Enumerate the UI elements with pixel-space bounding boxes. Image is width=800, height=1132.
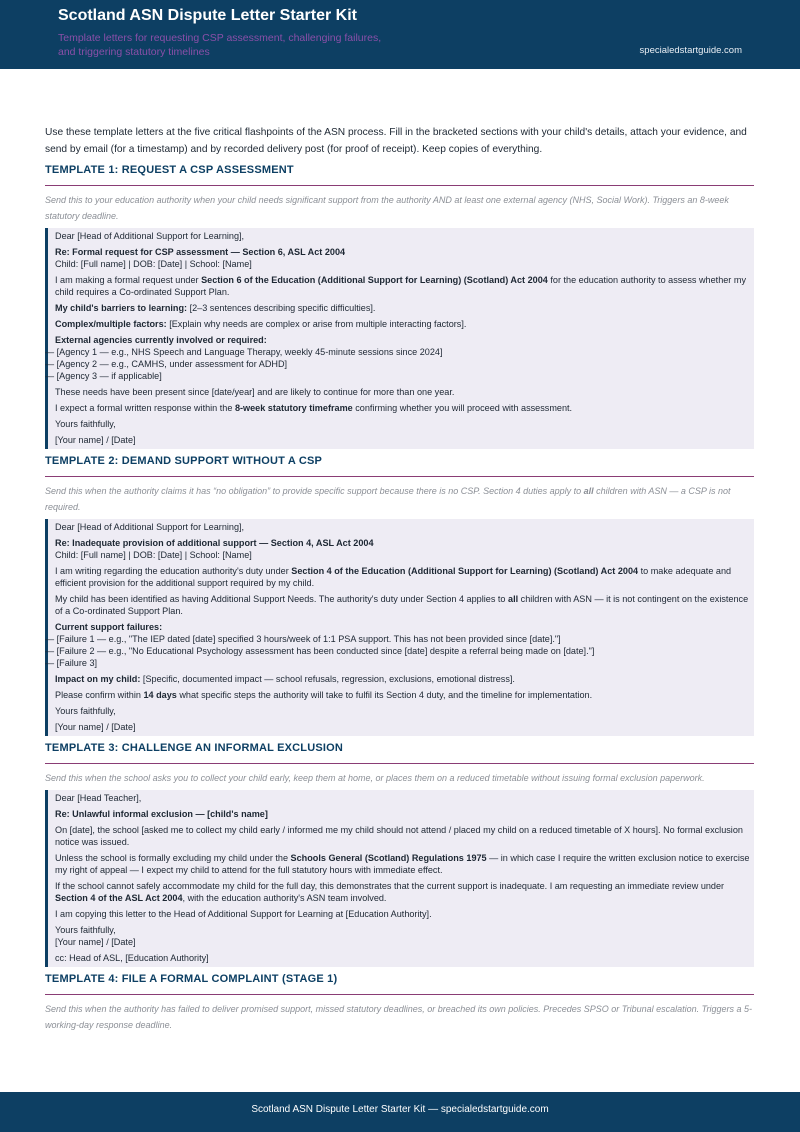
letter-paragraph: I am writing regarding the education authority's duty under Section 4 of the Education (Additional Support for Learning) (Scotland) Act 2004 to make adequate and efficient provision for the additional support required by my child.: [55, 566, 732, 588]
letter-agency-item: — [Agency 3 — if applicable]: [45, 371, 162, 381]
letter-signature: [Your name] / [Date]: [55, 722, 136, 732]
page-footer: Scotland ASN Dispute Letter Starter Kit — specialedstartguide.com: [0, 1092, 800, 1132]
template-4-heading: TEMPLATE 4: FILE A FORMAL COMPLAINT (STAGE 1): [45, 973, 754, 995]
letter-re-line: Re: Inadequate provision of additional support — Section 4, ASL Act 2004: [55, 538, 374, 548]
letter-paragraph: I am making a formal request under Section 6 of the Education (Additional Support for Learning) (Scotland) Act 2004 for the education authority to assess whether my child requires a Co-ordinated Support Plan.: [55, 275, 746, 297]
letter-closing: Yours faithfully,: [55, 419, 116, 429]
letter-paragraph: My child has been identified as having Additional Support Needs. The authority's duty under Section 4 applies to all children with ASN — it is not contingent on the existence of a Co-ordinated Support Plan.: [55, 594, 749, 616]
intro-paragraph: Use these template letters at the five critical flashpoints of the ASN process. Fill in the bracketed sections with your child's details, attach your evidence, and send by email (for a timestamp) and by recorded delivery post (for proof of receipt). Keep copies of everything.: [45, 127, 747, 155]
letter-impact: Impact on my child: [Specific, documented impact — school refusals, regression, exclusions, emotional distress].: [55, 674, 515, 684]
template-1-heading: TEMPLATE 1: REQUEST A CSP ASSESSMENT: [45, 164, 754, 186]
letter-paragraph: Please confirm within 14 days what specific steps the authority will take to fulfil its Section 4 duty, and the timeline for implementation.: [55, 690, 593, 700]
letter-salutation: Dear [Head of Additional Support for Learning],: [55, 231, 245, 241]
letter-paragraph: On [date], the school [asked me to collect my child early / informed me my child should not attend / placed my child on a reduced timetable of X hours]. No formal exclusion notice was issued.: [55, 825, 743, 847]
letter-failure-item: — [Failure 2 — e.g., "No Educational Psychology assessment has been conducted since [date] despite a referral being made on [date]."]: [45, 646, 595, 656]
subtitle-line-2: and triggering statutory timelines: [58, 46, 210, 58]
letter-salutation: Dear [Head Teacher],: [55, 793, 142, 803]
letter-paragraph: I am copying this letter to the Head of Additional Support for Learning at [Education Authority].: [55, 909, 432, 919]
template-3-note: Send this when the school asks you to collect your child early, keep them at home, or places them on a reduced timetable without issuing formal exclusion paperwork.: [45, 773, 705, 783]
letter-paragraph: Unless the school is formally excluding my child under the Schools General (Scotland) Regulations 1975 — in which case I require the written exclusion notice to exercise my right of appeal — I expect my child to attend for the full statutory hours with immediate effect.: [55, 853, 750, 875]
letter-paragraph: If the school cannot safely accommodate my child for the full day, this demonstrates that the current support is inadequate. I am requesting an immediate review under Section 4 of the ASL Act 2004, with the education authority's ASN team involved.: [55, 881, 725, 903]
template-1-letter: [45, 228, 754, 449]
template-1-note: Send this to your education authority when your child needs significant support from the authority AND at least one external agency (NHS, Social Work). Triggers an 8-week statutory deadline.: [45, 195, 729, 221]
document-subtitle: [58, 31, 418, 59]
template-2-heading: TEMPLATE 2: DEMAND SUPPORT WITHOUT A CSP: [45, 455, 754, 477]
letter-child-details: Child: [Full name] | DOB: [Date] | School: [Name]: [55, 259, 252, 269]
letter-agency-item: — [Agency 1 — e.g., NHS Speech and Language Therapy, weekly 45-minute sessions since 2024]: [45, 347, 443, 357]
letter-paragraph: These needs have been present since [date/year] and are likely to continue for more than one year.: [55, 387, 455, 397]
template-3-letter: [45, 790, 754, 967]
letter-failures-label: Current support failures:: [55, 622, 163, 632]
template-3-heading: TEMPLATE 3: CHALLENGE AN INFORMAL EXCLUSION: [45, 742, 754, 764]
letter-failure-item: — [Failure 1 — e.g., "The IEP dated [date] specified 3 hours/week of 1:1 PSA support. This has not been provided since [date]."]: [45, 634, 561, 644]
letter-signature: [Your name] / [Date]: [55, 435, 136, 445]
letter-barriers: My child's barriers to learning: [2–3 sentences describing specific difficulties].: [55, 303, 376, 313]
document-title: Scotland ASN Dispute Letter Starter Kit: [58, 7, 358, 24]
letter-agency-item: — [Agency 2 — e.g., CAMHS, under assessment for ADHD]: [45, 359, 288, 369]
letter-failure-item: — [Failure 3]: [45, 658, 98, 668]
letter-closing: Yours faithfully,: [55, 925, 116, 935]
page-header: [0, 0, 800, 69]
letter-agencies-label: External agencies currently involved or required:: [55, 335, 267, 345]
subtitle-line-1: Template letters for requesting CSP assessment, challenging failures,: [58, 32, 382, 44]
header-site-link[interactable]: specialedstartguide.com: [639, 45, 742, 56]
letter-re-line: Re: Unlawful informal exclusion — [child's name]: [55, 809, 268, 819]
letter-signature: [Your name] / [Date]: [55, 937, 136, 947]
letter-re-line: Re: Formal request for CSP assessment — Section 6, ASL Act 2004: [55, 247, 346, 257]
letter-complex-factors: Complex/multiple factors: [Explain why needs are complex or arise from multiple interacting factors].: [55, 319, 467, 329]
template-2-note: Send this when the authority claims it has “no obligation” to provide specific support because there is no CSP. Section 4 duties apply to all children with ASN — a CSP is not required.: [45, 486, 731, 512]
letter-child-details: Child: [Full name] | DOB: [Date] | School: [Name]: [55, 550, 252, 560]
letter-closing: Yours faithfully,: [55, 706, 116, 716]
document-body: [45, 125, 754, 1037]
template-4-note: Send this when the authority has failed to deliver promised support, missed statutory deadlines, or breached its own policies. Precedes SPSO or Tribunal escalation. Triggers a 5-working-day response deadline.: [45, 1004, 753, 1030]
letter-salutation: Dear [Head of Additional Support for Learning],: [55, 522, 245, 532]
template-2-letter: [45, 519, 754, 736]
letter-paragraph: I expect a formal written response within the 8-week statutory timeframe confirming whether you will proceed with assessment.: [55, 403, 573, 413]
letter-cc-line: cc: Head of ASL, [Education Authority]: [55, 953, 209, 963]
